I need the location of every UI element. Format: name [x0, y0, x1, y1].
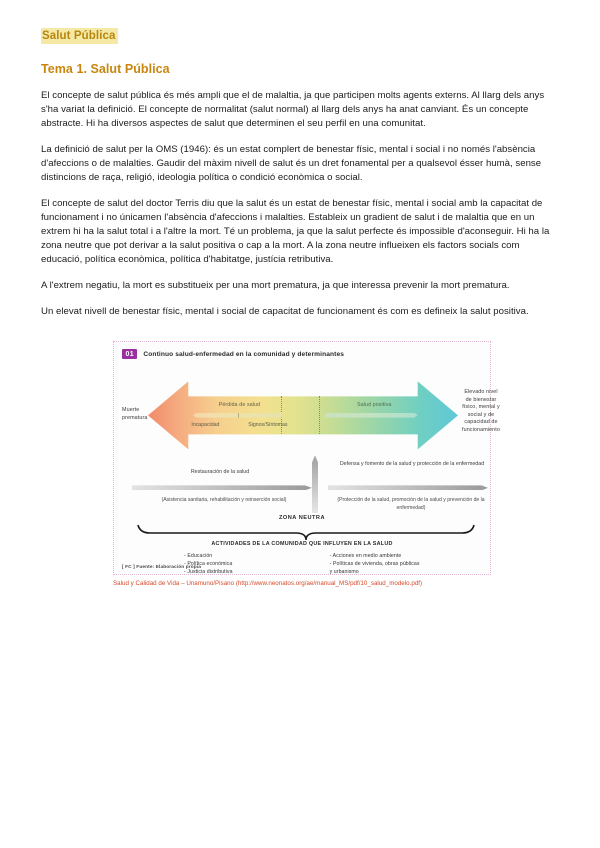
list-item: - Política económica: [184, 561, 233, 568]
label-incapacidad: Incapacidad: [191, 422, 220, 429]
figure-caption: Salud y Calidad de Vida – Unamuno/Pisano (http://www.neonatos.org/ae/manual_MS/pdf/10_salud_modelo.pdf): [113, 580, 423, 588]
sublabel-proteccion: (Protección de la salud, promoción de la salud y prevención de la enfermedad): [337, 497, 485, 511]
list-item: - Justicia distributiva: [184, 568, 233, 575]
defensa-arrow-icon: [328, 485, 488, 490]
vertical-arrow-icon: [312, 455, 318, 513]
paragraph-3: El concepte de salut del doctor Terris diu que la salut és un estat de benestar físic, mental i social amb la capacitat de funcionament i no únicamen l'absència d'afeccions i malalties. Estableix un gradient de salut i de malaltia que en un extrem hi ha la salut total i a l'altre la mort. Té un problema, ja que la salut perfecte és impossible d'aconseguir. Hi ha la zona neutre que pot derivar a la salut positiva o cap a la mort. A la zona neutre influeixen els factors socials com educació, política econòmica, política d'habitatge, justícia retributiva.: [41, 198, 550, 266]
section-heading: Tema 1. Salut Pública: [41, 62, 170, 77]
activities-right-column: [330, 553, 464, 576]
figure-title: Continuo salud-enfermedad en la comunidad y determinantes: [143, 350, 345, 358]
activities-title: ACTIVIDADES DE LA COMUNIDAD QUE INFLUYEN EN LA SALUD: [211, 541, 393, 548]
sublabel-asistencia: (Asistencia sanitaria, rehabilitación y reinserción social): [161, 497, 287, 504]
left-sublabels: [191, 422, 287, 428]
activities-left-column: [184, 553, 318, 576]
label-tick: |: [237, 413, 240, 420]
label-signos-sintomas: Signos/Síntomas: [248, 422, 288, 429]
paragraph-4: A l'extrem negatiu, la mort es substitueix per una mort prematura, ja que interessa prevenir la mort prematura.: [41, 280, 510, 292]
figure-container: [113, 341, 500, 588]
label-restauracion: Restauración de la salud: [190, 469, 250, 476]
curly-brace-icon: [136, 523, 476, 541]
divider-right: [319, 396, 320, 434]
inner-arrow-right-icon: [325, 413, 418, 418]
right-end-label: Elevado nivel de bienestar físico, mental y social y de capacidad de funcionamiento: [462, 389, 500, 433]
figure-source-note: [ FC ] Fuente: Elaboración propia: [122, 565, 201, 571]
middle-arrows-zone: [132, 455, 488, 517]
label-perdida-salud: Pérdida de salud: [218, 402, 261, 409]
continuum-arrow: [148, 381, 458, 449]
figure-card: [113, 341, 500, 575]
restauracion-arrow-icon: [132, 485, 312, 490]
paragraph-1: El concepte de salut pública és més ampli que el de malaltia, ja que participen molts agents externs. Al llarg dels anys s'ha variat la definició. El concepte de normalitat (salut normal) al llarg dels anys ha anat canviant. És un concepte abstracte. Hi ha diversos aspectes de salut que determinen el seu perfil en una comunitat.: [41, 90, 545, 130]
figure-header: [122, 349, 482, 359]
label-salud-positiva: Salud positiva: [357, 402, 392, 409]
list-item: y urbanismo: [329, 568, 359, 575]
list-item: - Acciones en medio ambiente: [329, 553, 402, 560]
paragraph-5: Un elevat nivell de benestar físic, mental i social de capacitat de funcionament és com es defineix la salut positiva.: [41, 306, 529, 318]
list-item: - Políticas de vivienda, obras públicas: [329, 561, 420, 568]
list-item: - Educación: [184, 553, 213, 560]
paragraph-2: La definició de salut per la OMS (1946): és un estat complert de benestar físic, mental i social i no només l'absència d'afeccions o de malalties. Gaudir del màxim nivell de salut és un dret fonamental per a qualsevol ésser humà, sense distincions de raça, religió, ideologia política o condició econòmica o social.: [41, 144, 542, 184]
page-title: Salut Pública: [41, 28, 118, 44]
doc-title-row: [41, 26, 562, 44]
activities-lists: [184, 553, 464, 576]
label-zona-neutra: ZONA NEUTRA: [279, 515, 325, 522]
figure-badge: 01: [122, 349, 137, 359]
left-end-label: Muerte prematura: [122, 407, 148, 421]
label-defensa-fomento: Defensa y fomento de la salud y protección de la enfermedad: [339, 461, 485, 468]
